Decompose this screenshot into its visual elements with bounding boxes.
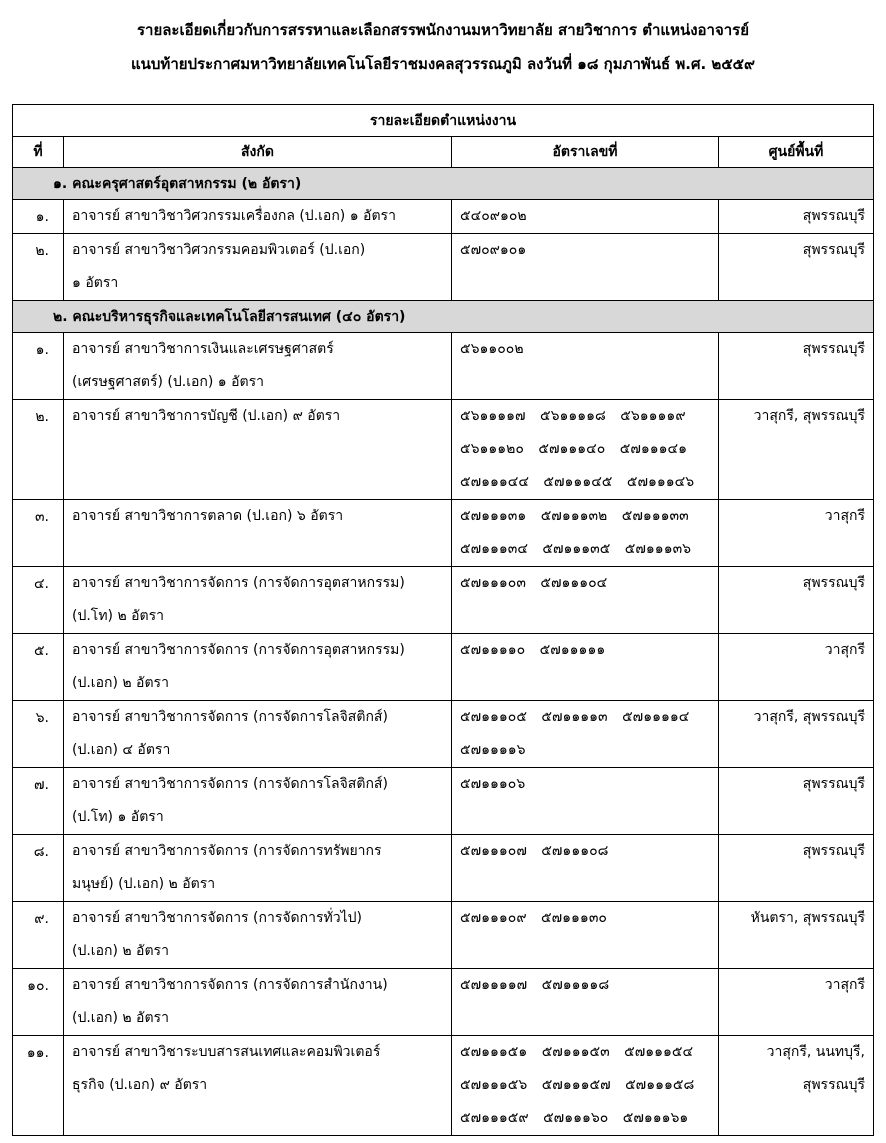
rate-number-line: ๕๗๑๑๑๐๙ ๕๗๑๑๑๓๐ [460, 910, 607, 926]
rate-number-line: ๕๗๑๑๑๔๔ ๕๗๑๑๑๔๕ ๕๗๑๑๑๔๖ [460, 474, 695, 490]
rate-number-cell [452, 768, 719, 835]
area-line: สุพรรณบุรี [802, 776, 865, 792]
table-row [13, 634, 874, 701]
row-number: ๒. [13, 234, 64, 301]
position-line: อาจารย์ สาขาวิชาการจัดการ (การจัดการโลจิสติกส์) [72, 709, 388, 725]
document-title: รายละเอียดเกี่ยวกับการสรรหาและเลือกสรรพนักงานมหาวิทยาลัย สายวิชาการ ตำแหน่งอาจารย์ [136, 21, 750, 39]
rate-number-line: ๕๗๑๑๑๐๗ ๕๗๑๑๑๐๘ [460, 843, 609, 859]
area-line: สุพรรณบุรี [802, 341, 865, 357]
row-number: ๑๐. [13, 969, 64, 1036]
section-header-row [13, 301, 874, 333]
position-cell [64, 768, 452, 835]
area-line: สุพรรณบุรี [802, 208, 865, 224]
position-line: อาจารย์ สาขาวิชาการตลาด (ป.เอก) ๖ อัตรา [72, 508, 344, 524]
position-line: (ป.เอก) ๒ อัตรา [72, 1010, 169, 1026]
table-row [13, 835, 874, 902]
row-number: ๖. [13, 701, 64, 768]
position-line: อาจารย์ สาขาวิชาการจัดการ (การจัดการสำนักงาน) [72, 977, 388, 993]
position-line: (ป.เอก) ๒ อัตรา [72, 675, 169, 691]
rate-number-line: ๕๖๑๑๐๐๒ [460, 341, 524, 357]
area-cell [719, 902, 874, 969]
rate-number-cell [452, 1036, 719, 1136]
table-row [13, 1036, 874, 1136]
column-header-no: ที่ [13, 137, 64, 168]
rate-number-cell [452, 234, 719, 301]
rate-number-line: ๕๗๑๑๑๕๙ ๕๗๑๑๑๖๐ ๕๗๑๑๑๖๑ [460, 1110, 689, 1126]
area-line: วาสุกรี [824, 508, 865, 524]
rate-number-cell [452, 902, 719, 969]
position-cell [64, 567, 452, 634]
table-row [13, 333, 874, 400]
column-header-affiliation: สังกัด [64, 137, 452, 168]
rate-number-cell [452, 969, 719, 1036]
position-line: อาจารย์ สาขาวิชาการจัดการ (การจัดการอุตสาหกรรม) [72, 642, 405, 658]
position-line: อาจารย์ สาขาวิชาวิศวกรรมเครื่องกล (ป.เอก) ๑ อัตรา [72, 208, 396, 224]
section-header-row [13, 168, 874, 200]
rate-number-cell [452, 701, 719, 768]
section-title: ๑. คณะครุศาสตร์อุตสาหกรรม (๒ อัตรา) [13, 168, 874, 200]
position-line: อาจารย์ สาขาวิชาการเงินและเศรษฐศาสตร์ [72, 341, 334, 357]
table-row [13, 768, 874, 835]
table-body [13, 168, 874, 1136]
rate-number-line: ๕๗๑๑๑๐๓ ๕๗๑๑๑๐๔ [460, 575, 608, 591]
row-number: ๘. [13, 835, 64, 902]
area-line: สุพรรณบุรี [802, 843, 865, 859]
position-line: (เศรษฐศาสตร์) (ป.เอก) ๑ อัตรา [72, 374, 265, 390]
table-row [13, 500, 874, 567]
rate-number-cell [452, 333, 719, 400]
position-line: (ป.โท) ๑ อัตรา [72, 809, 164, 825]
position-line: ๑ อัตรา [72, 275, 119, 291]
row-number: ๔. [13, 567, 64, 634]
row-number: ๑๑. [13, 1036, 64, 1136]
rate-number-line: ๕๗๑๑๑๕๖ ๕๗๑๑๑๕๗ ๕๗๑๑๑๕๘ [460, 1077, 695, 1093]
position-line: อาจารย์ สาขาวิชาการจัดการ (การจัดการทั่วไป) [72, 910, 362, 926]
position-cell [64, 634, 452, 701]
table-row [13, 902, 874, 969]
area-cell [719, 234, 874, 301]
area-line: วาสุกรี, สุพรรณบุรี [753, 709, 865, 725]
area-line: หันตรา, สุพรรณบุรี [750, 910, 865, 926]
position-cell [64, 835, 452, 902]
area-line: วาสุกรี, สุพรรณบุรี [753, 408, 865, 424]
rate-number-cell [452, 567, 719, 634]
position-line: (ป.เอก) ๔ อัตรา [72, 742, 171, 758]
row-number: ๓. [13, 500, 64, 567]
table-row [13, 400, 874, 500]
position-cell [64, 1036, 452, 1136]
table-row [13, 701, 874, 768]
rate-number-line: ๕๗๑๑๑๓๑ ๕๗๑๑๑๓๒ ๕๗๑๑๑๓๓ [460, 508, 689, 524]
column-header-rate-number: อัตราเลขที่ [452, 137, 719, 168]
area-cell [719, 1036, 874, 1136]
area-cell [719, 500, 874, 567]
rate-number-line: ๕๗๑๑๑๐๖ [460, 776, 526, 792]
rate-number-line: ๕๔๐๙๑๐๒ [460, 208, 527, 224]
position-cell [64, 400, 452, 500]
rate-number-line: ๕๗๑๑๑๑๖ [460, 742, 526, 758]
position-line: อาจารย์ สาขาวิชาการจัดการ (การจัดการโลจิสติกส์) [72, 776, 388, 792]
rate-number-cell [452, 835, 719, 902]
position-cell [64, 969, 452, 1036]
position-cell [64, 200, 452, 234]
section-title: ๒. คณะบริหารธุรกิจและเทคโนโลยีสารสนเทศ (๔๐ อัตรา) [13, 301, 874, 333]
position-cell [64, 333, 452, 400]
table-row [13, 567, 874, 634]
area-cell [719, 567, 874, 634]
rate-number-line: ๕๗๐๙๑๐๑ [460, 242, 527, 258]
rate-number-line: ๕๗๑๑๑๓๔ ๕๗๑๑๑๓๕ ๕๗๑๑๑๓๖ [460, 541, 692, 557]
row-number: ๙. [13, 902, 64, 969]
area-line: วาสุกรี [824, 977, 865, 993]
area-line: สุพรรณบุรี [802, 575, 865, 591]
document-subtitle: แนบท้ายประกาศมหาวิทยาลัยเทคโนโลยีราชมงคลสุวรรณภูมิ ลงวันที่ ๑๘ กุมภาพันธ์ พ.ศ. ๒๕๕๙ [130, 55, 756, 73]
row-number: ๗. [13, 768, 64, 835]
area-cell [719, 701, 874, 768]
area-cell [719, 200, 874, 234]
rate-number-line: ๕๗๑๑๑๑๗ ๕๗๑๑๑๑๘ [460, 977, 610, 993]
table-row [13, 200, 874, 234]
rate-number-cell [452, 500, 719, 567]
position-line: อาจารย์ สาขาวิชาการจัดการ (การจัดการอุตสาหกรรม) [72, 575, 405, 591]
area-line: สุพรรณบุรี [802, 242, 865, 258]
position-cell [64, 902, 452, 969]
rate-number-cell [452, 200, 719, 234]
area-line: สุพรรณบุรี [802, 1077, 865, 1093]
rate-number-line: ๕๗๑๑๑๕๑ ๕๗๑๑๑๕๓ ๕๗๑๑๑๕๔ [460, 1044, 694, 1060]
positions-table [12, 104, 874, 1136]
rate-number-line: ๕๖๑๑๑๒๐ ๕๗๑๑๑๔๐ ๕๗๑๑๑๔๑ [460, 441, 688, 457]
table-row [13, 234, 874, 301]
table-row [13, 969, 874, 1036]
position-line: ธุรกิจ (ป.เอก) ๙ อัตรา [72, 1077, 208, 1093]
rate-number-cell [452, 400, 719, 500]
column-header-area: ศูนย์พื้นที่ [719, 137, 874, 168]
position-cell [64, 500, 452, 567]
position-line: (ป.โท) ๒ อัตรา [72, 608, 165, 624]
area-cell [719, 634, 874, 701]
rate-number-line: ๕๖๑๑๑๑๗ ๕๖๑๑๑๑๘ ๕๖๑๑๑๑๙ [460, 408, 686, 424]
position-cell [64, 234, 452, 301]
position-line: อาจารย์ สาขาวิชาการบัญชี (ป.เอก) ๙ อัตรา [72, 408, 341, 424]
row-number: ๑. [13, 200, 64, 234]
area-line: วาสุกรี, นนทบุรี, [766, 1044, 865, 1060]
row-number: ๕. [13, 634, 64, 701]
area-cell [719, 768, 874, 835]
rate-number-line: ๕๗๑๑๑๑๐ ๕๗๑๑๑๑๑ [460, 642, 606, 658]
row-number: ๑. [13, 333, 64, 400]
position-line: (ป.เอก) ๒ อัตรา [72, 943, 169, 959]
area-cell [719, 400, 874, 500]
rate-number-line: ๕๗๑๑๑๐๕ ๕๗๑๑๑๑๓ ๕๗๑๑๑๑๔ [460, 709, 690, 725]
area-cell [719, 835, 874, 902]
position-line: มนุษย์) (ป.เอก) ๒ อัตรา [72, 876, 216, 892]
position-line: อาจารย์ สาขาวิชาระบบสารสนเทศและคอมพิวเตอร์ [72, 1044, 381, 1060]
area-line: วาสุกรี [824, 642, 865, 658]
position-cell [64, 701, 452, 768]
position-line: อาจารย์ สาขาวิชาวิศวกรรมคอมพิวเตอร์ (ป.เอก) [72, 242, 366, 258]
area-cell [719, 333, 874, 400]
area-cell [719, 969, 874, 1036]
rate-number-cell [452, 634, 719, 701]
row-number: ๒. [13, 400, 64, 500]
position-line: อาจารย์ สาขาวิชาการจัดการ (การจัดการทรัพยากร [72, 843, 382, 859]
table-caption: รายละเอียดตำแหน่งงาน [13, 105, 874, 137]
